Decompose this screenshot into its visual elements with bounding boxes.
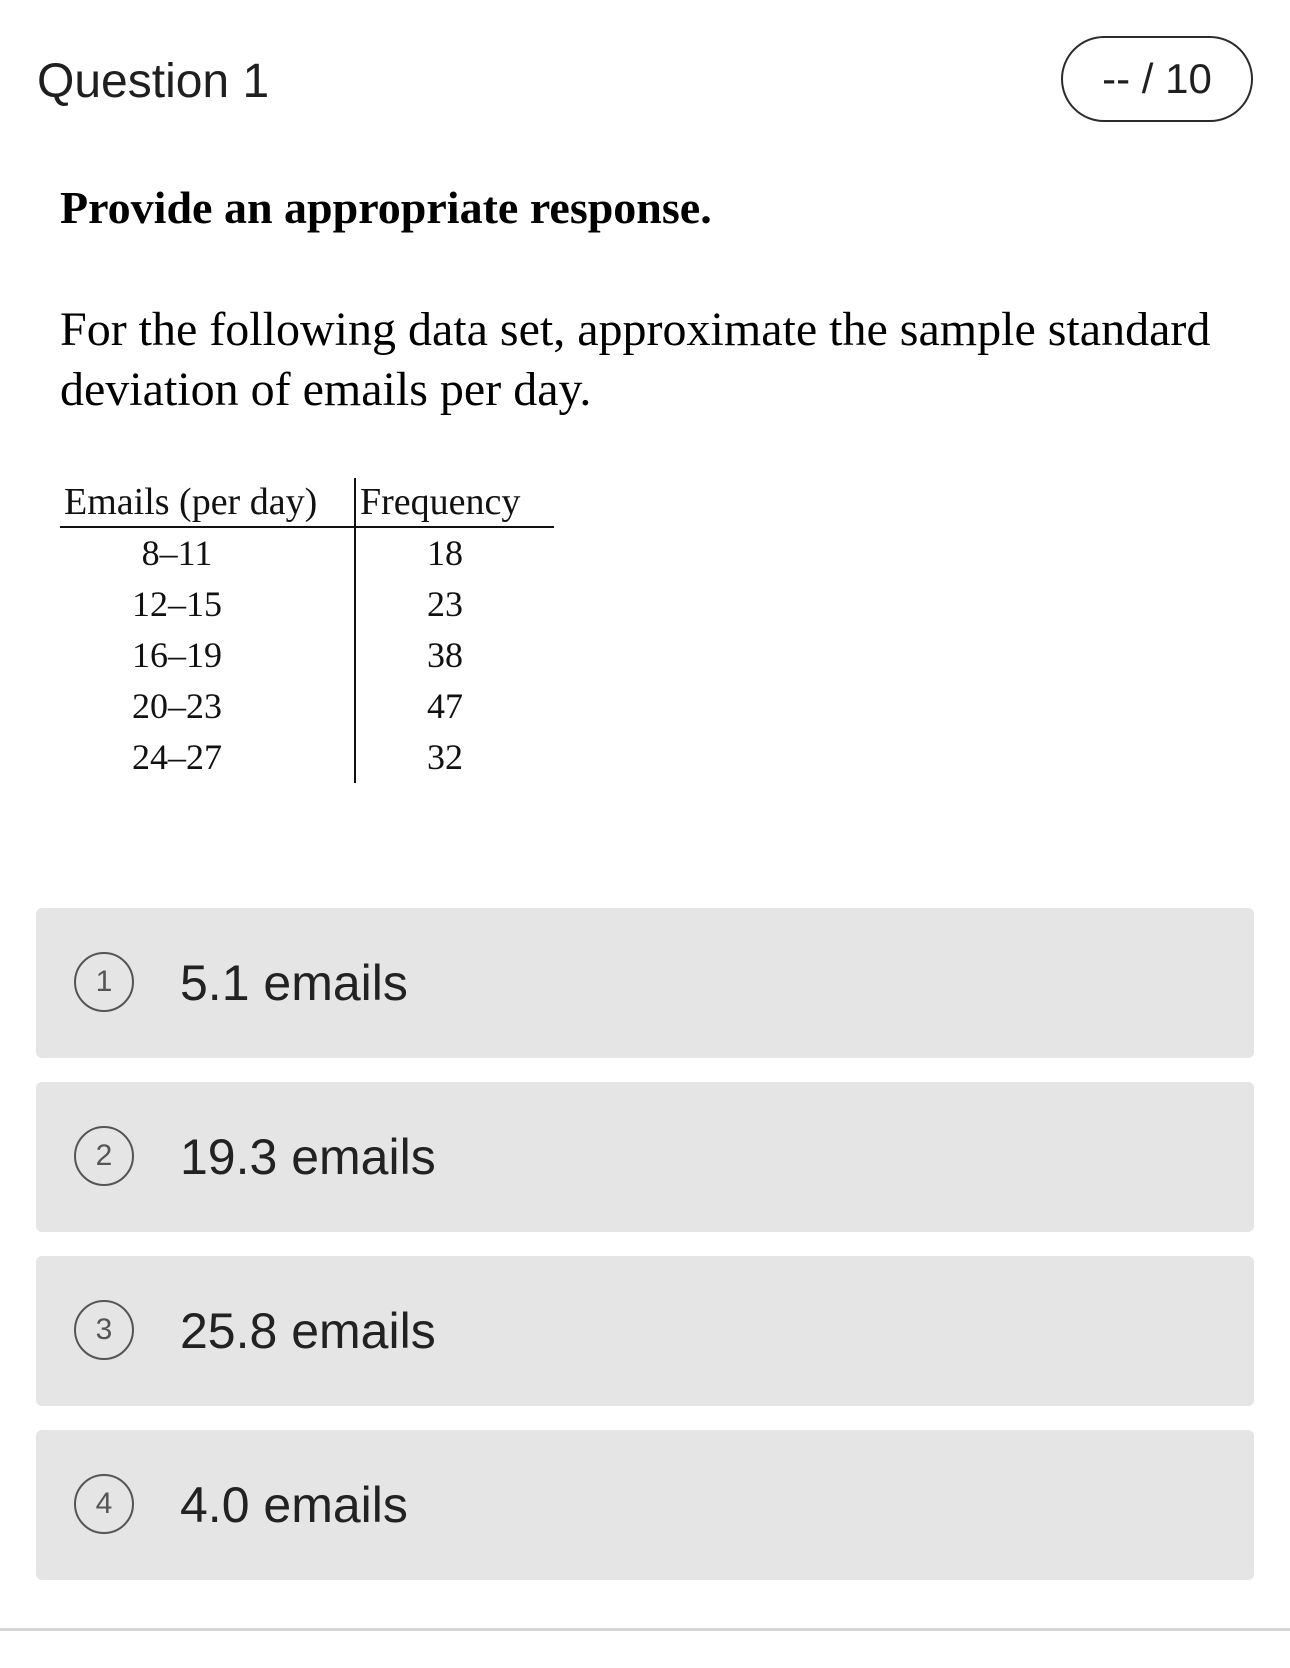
option-number-badge: 3 — [74, 1300, 134, 1360]
frequency-cell: 18 — [427, 533, 463, 573]
question-title: Question 1 — [37, 55, 270, 108]
answer-options — [36, 908, 1254, 1604]
emails-range-cell: 24–27 — [60, 732, 355, 783]
answer-option-1[interactable] — [36, 908, 1254, 1058]
frequency-table — [60, 478, 554, 783]
frequency-cell: 23 — [427, 584, 463, 624]
question-text: For the following data set, approximate the sample standard deviation of emails per day. — [60, 303, 1211, 416]
table-row — [60, 527, 554, 579]
option-number-badge: 4 — [74, 1474, 134, 1534]
frequency-cell: 47 — [427, 686, 463, 726]
question-prompt: Provide an appropriate response. — [60, 182, 712, 233]
score-badge: -- / 10 — [1061, 36, 1253, 122]
column-header-frequency: Frequency — [355, 478, 554, 527]
emails-range-cell: 12–15 — [60, 579, 355, 630]
table-row — [60, 732, 554, 783]
emails-range-cell: 20–23 — [60, 681, 355, 732]
option-label: 5.1 emails — [180, 955, 408, 1011]
frequency-cell: 38 — [427, 635, 463, 675]
option-label: 25.8 emails — [180, 1303, 436, 1359]
emails-range-cell: 8–11 — [60, 527, 355, 579]
table-header-row — [60, 478, 554, 527]
table-row — [60, 681, 554, 732]
bottom-divider — [0, 1628, 1290, 1631]
question-header — [37, 36, 1253, 128]
table-row — [60, 579, 554, 630]
frequency-table-image — [60, 478, 554, 788]
answer-option-2[interactable] — [36, 1082, 1254, 1232]
table-row — [60, 630, 554, 681]
column-header-emails: Emails (per day) — [60, 478, 355, 527]
emails-range-cell: 16–19 — [60, 630, 355, 681]
frequency-cell: 32 — [427, 737, 463, 777]
option-label: 19.3 emails — [180, 1129, 436, 1185]
answer-option-4[interactable] — [36, 1430, 1254, 1580]
option-label: 4.0 emails — [180, 1477, 408, 1533]
option-number-badge: 1 — [74, 952, 134, 1012]
answer-option-3[interactable] — [36, 1256, 1254, 1406]
option-number-badge: 2 — [74, 1126, 134, 1186]
